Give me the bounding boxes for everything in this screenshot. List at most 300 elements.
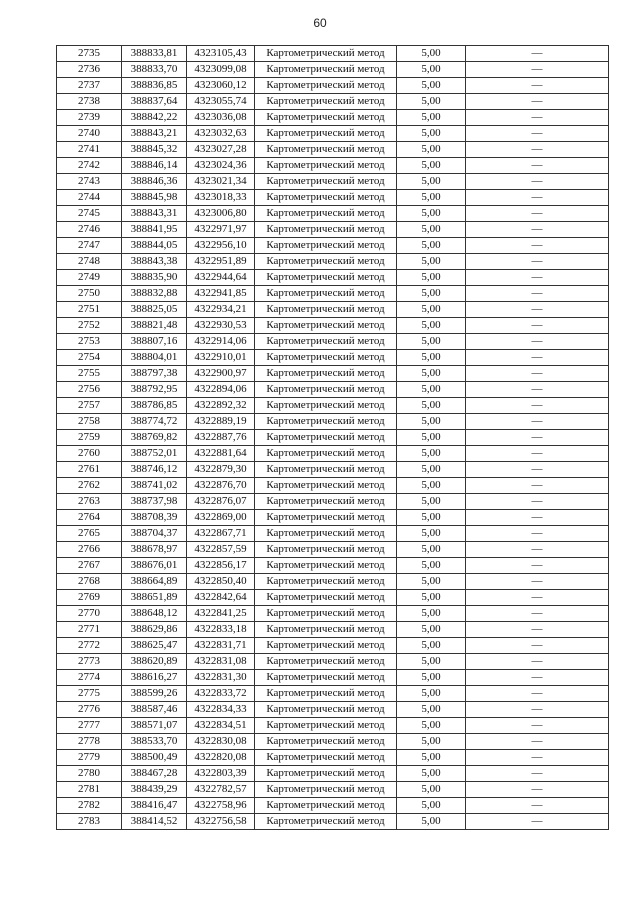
y-coordinate-cell: 4323099,08	[187, 62, 255, 78]
x-coordinate-cell: 388533,70	[122, 734, 187, 750]
precision-cell: 5,00	[397, 398, 466, 414]
x-coordinate-cell: 388845,98	[122, 190, 187, 206]
y-coordinate-cell: 4322892,32	[187, 398, 255, 414]
precision-cell: 5,00	[397, 734, 466, 750]
point-number-cell: 2756	[57, 382, 122, 398]
note-cell: —	[466, 270, 609, 286]
y-coordinate-cell: 4322894,06	[187, 382, 255, 398]
x-coordinate-cell: 388821,48	[122, 318, 187, 334]
x-coordinate-cell: 388746,12	[122, 462, 187, 478]
point-number-cell: 2772	[57, 638, 122, 654]
y-coordinate-cell: 4323060,12	[187, 78, 255, 94]
x-coordinate-cell: 388708,39	[122, 510, 187, 526]
precision-cell: 5,00	[397, 638, 466, 654]
coordinates-table	[56, 45, 609, 830]
method-cell: Картометрический метод	[255, 542, 397, 558]
table-row	[57, 174, 609, 190]
point-number-cell: 2741	[57, 142, 122, 158]
note-cell: —	[466, 670, 609, 686]
y-coordinate-cell: 4323036,08	[187, 110, 255, 126]
y-coordinate-cell: 4323027,28	[187, 142, 255, 158]
note-cell: —	[466, 494, 609, 510]
y-coordinate-cell: 4322820,08	[187, 750, 255, 766]
y-coordinate-cell: 4323032,63	[187, 126, 255, 142]
y-coordinate-cell: 4322971,97	[187, 222, 255, 238]
y-coordinate-cell: 4322830,08	[187, 734, 255, 750]
point-number-cell: 2777	[57, 718, 122, 734]
y-coordinate-cell: 4322881,64	[187, 446, 255, 462]
point-number-cell: 2775	[57, 686, 122, 702]
note-cell: —	[466, 526, 609, 542]
method-cell: Картометрический метод	[255, 718, 397, 734]
note-cell: —	[466, 430, 609, 446]
method-cell: Картометрический метод	[255, 702, 397, 718]
precision-cell: 5,00	[397, 190, 466, 206]
point-number-cell: 2743	[57, 174, 122, 190]
table-row	[57, 158, 609, 174]
note-cell: —	[466, 62, 609, 78]
precision-cell: 5,00	[397, 334, 466, 350]
precision-cell: 5,00	[397, 286, 466, 302]
method-cell: Картометрический метод	[255, 654, 397, 670]
note-cell: —	[466, 46, 609, 62]
table-row	[57, 190, 609, 206]
note-cell: —	[466, 126, 609, 142]
method-cell: Картометрический метод	[255, 462, 397, 478]
table-row	[57, 670, 609, 686]
method-cell: Картометрический метод	[255, 238, 397, 254]
note-cell: —	[466, 302, 609, 318]
note-cell: —	[466, 734, 609, 750]
precision-cell: 5,00	[397, 798, 466, 814]
point-number-cell: 2767	[57, 558, 122, 574]
method-cell: Картометрический метод	[255, 270, 397, 286]
precision-cell: 5,00	[397, 78, 466, 94]
y-coordinate-cell: 4322889,19	[187, 414, 255, 430]
point-number-cell: 2753	[57, 334, 122, 350]
table-row	[57, 782, 609, 798]
method-cell: Картометрический метод	[255, 286, 397, 302]
point-number-cell: 2774	[57, 670, 122, 686]
point-number-cell: 2761	[57, 462, 122, 478]
precision-cell: 5,00	[397, 110, 466, 126]
x-coordinate-cell: 388844,05	[122, 238, 187, 254]
point-number-cell: 2770	[57, 606, 122, 622]
point-number-cell: 2745	[57, 206, 122, 222]
table-row	[57, 734, 609, 750]
table-row	[57, 398, 609, 414]
note-cell: —	[466, 590, 609, 606]
table-row	[57, 526, 609, 542]
point-number-cell: 2752	[57, 318, 122, 334]
precision-cell: 5,00	[397, 574, 466, 590]
y-coordinate-cell: 4322876,07	[187, 494, 255, 510]
table-row	[57, 622, 609, 638]
x-coordinate-cell: 388620,89	[122, 654, 187, 670]
precision-cell: 5,00	[397, 270, 466, 286]
y-coordinate-cell: 4322850,40	[187, 574, 255, 590]
method-cell: Картометрический метод	[255, 670, 397, 686]
table-row	[57, 430, 609, 446]
method-cell: Картометрический метод	[255, 686, 397, 702]
note-cell: —	[466, 654, 609, 670]
precision-cell: 5,00	[397, 46, 466, 62]
point-number-cell: 2759	[57, 430, 122, 446]
page-number: 60	[313, 16, 327, 30]
table-row	[57, 254, 609, 270]
point-number-cell: 2769	[57, 590, 122, 606]
y-coordinate-cell: 4322879,30	[187, 462, 255, 478]
y-coordinate-cell: 4322869,00	[187, 510, 255, 526]
x-coordinate-cell: 388769,82	[122, 430, 187, 446]
point-number-cell: 2773	[57, 654, 122, 670]
precision-cell: 5,00	[397, 478, 466, 494]
x-coordinate-cell: 388678,97	[122, 542, 187, 558]
y-coordinate-cell: 4322831,30	[187, 670, 255, 686]
precision-cell: 5,00	[397, 558, 466, 574]
x-coordinate-cell: 388786,85	[122, 398, 187, 414]
table-row	[57, 366, 609, 382]
table-row	[57, 686, 609, 702]
method-cell: Картометрический метод	[255, 414, 397, 430]
precision-cell: 5,00	[397, 654, 466, 670]
method-cell: Картометрический метод	[255, 398, 397, 414]
point-number-cell: 2747	[57, 238, 122, 254]
note-cell: —	[466, 334, 609, 350]
method-cell: Картометрический метод	[255, 750, 397, 766]
y-coordinate-cell: 4322900,97	[187, 366, 255, 382]
point-number-cell: 2763	[57, 494, 122, 510]
y-coordinate-cell: 4322910,01	[187, 350, 255, 366]
point-number-cell: 2740	[57, 126, 122, 142]
method-cell: Картометрический метод	[255, 62, 397, 78]
method-cell: Картометрический метод	[255, 558, 397, 574]
y-coordinate-cell: 4322782,57	[187, 782, 255, 798]
note-cell: —	[466, 158, 609, 174]
note-cell: —	[466, 510, 609, 526]
x-coordinate-cell: 388837,64	[122, 94, 187, 110]
method-cell: Картометрический метод	[255, 814, 397, 830]
y-coordinate-cell: 4322956,10	[187, 238, 255, 254]
point-number-cell: 2780	[57, 766, 122, 782]
precision-cell: 5,00	[397, 206, 466, 222]
y-coordinate-cell: 4322831,08	[187, 654, 255, 670]
y-coordinate-cell: 4322831,71	[187, 638, 255, 654]
precision-cell: 5,00	[397, 414, 466, 430]
note-cell: —	[466, 254, 609, 270]
x-coordinate-cell: 388467,28	[122, 766, 187, 782]
method-cell: Картометрический метод	[255, 174, 397, 190]
point-number-cell: 2736	[57, 62, 122, 78]
x-coordinate-cell: 388625,47	[122, 638, 187, 654]
x-coordinate-cell: 388845,32	[122, 142, 187, 158]
point-number-cell: 2782	[57, 798, 122, 814]
precision-cell: 5,00	[397, 94, 466, 110]
note-cell: —	[466, 462, 609, 478]
table-row	[57, 750, 609, 766]
precision-cell: 5,00	[397, 814, 466, 830]
y-coordinate-cell: 4322951,89	[187, 254, 255, 270]
y-coordinate-cell: 4322803,39	[187, 766, 255, 782]
y-coordinate-cell: 4322834,33	[187, 702, 255, 718]
precision-cell: 5,00	[397, 254, 466, 270]
table-row	[57, 654, 609, 670]
note-cell: —	[466, 206, 609, 222]
y-coordinate-cell: 4322857,59	[187, 542, 255, 558]
note-cell: —	[466, 350, 609, 366]
method-cell: Картометрический метод	[255, 782, 397, 798]
precision-cell: 5,00	[397, 590, 466, 606]
note-cell: —	[466, 238, 609, 254]
method-cell: Картометрический метод	[255, 302, 397, 318]
point-number-cell: 2737	[57, 78, 122, 94]
method-cell: Картометрический метод	[255, 318, 397, 334]
note-cell: —	[466, 686, 609, 702]
precision-cell: 5,00	[397, 510, 466, 526]
method-cell: Картометрический метод	[255, 190, 397, 206]
point-number-cell: 2766	[57, 542, 122, 558]
x-coordinate-cell: 388843,21	[122, 126, 187, 142]
x-coordinate-cell: 388792,95	[122, 382, 187, 398]
table-row	[57, 814, 609, 830]
note-cell: —	[466, 558, 609, 574]
precision-cell: 5,00	[397, 606, 466, 622]
precision-cell: 5,00	[397, 686, 466, 702]
point-number-cell: 2768	[57, 574, 122, 590]
note-cell: —	[466, 638, 609, 654]
y-coordinate-cell: 4322867,71	[187, 526, 255, 542]
y-coordinate-cell: 4323024,36	[187, 158, 255, 174]
y-coordinate-cell: 4322856,17	[187, 558, 255, 574]
table-row	[57, 302, 609, 318]
method-cell: Картометрический метод	[255, 478, 397, 494]
table-row	[57, 542, 609, 558]
y-coordinate-cell: 4322876,70	[187, 478, 255, 494]
x-coordinate-cell: 388832,88	[122, 286, 187, 302]
note-cell: —	[466, 718, 609, 734]
method-cell: Картометрический метод	[255, 430, 397, 446]
point-number-cell: 2765	[57, 526, 122, 542]
method-cell: Картометрический метод	[255, 622, 397, 638]
x-coordinate-cell: 388704,37	[122, 526, 187, 542]
table-row	[57, 478, 609, 494]
table-row	[57, 350, 609, 366]
y-coordinate-cell: 4322944,64	[187, 270, 255, 286]
table-row	[57, 46, 609, 62]
precision-cell: 5,00	[397, 238, 466, 254]
x-coordinate-cell: 388737,98	[122, 494, 187, 510]
note-cell: —	[466, 798, 609, 814]
note-cell: —	[466, 382, 609, 398]
method-cell: Картометрический метод	[255, 766, 397, 782]
method-cell: Картометрический метод	[255, 46, 397, 62]
method-cell: Картометрический метод	[255, 334, 397, 350]
x-coordinate-cell: 388836,85	[122, 78, 187, 94]
x-coordinate-cell: 388571,07	[122, 718, 187, 734]
method-cell: Картометрический метод	[255, 494, 397, 510]
method-cell: Картометрический метод	[255, 798, 397, 814]
table-row	[57, 766, 609, 782]
point-number-cell: 2746	[57, 222, 122, 238]
y-coordinate-cell: 4322834,51	[187, 718, 255, 734]
precision-cell: 5,00	[397, 766, 466, 782]
x-coordinate-cell: 388500,49	[122, 750, 187, 766]
method-cell: Картометрический метод	[255, 590, 397, 606]
table-row	[57, 718, 609, 734]
method-cell: Картометрический метод	[255, 158, 397, 174]
point-number-cell: 2764	[57, 510, 122, 526]
table-row	[57, 798, 609, 814]
x-coordinate-cell: 388825,05	[122, 302, 187, 318]
table-row	[57, 110, 609, 126]
method-cell: Картометрический метод	[255, 606, 397, 622]
note-cell: —	[466, 606, 609, 622]
y-coordinate-cell: 4322833,18	[187, 622, 255, 638]
x-coordinate-cell: 388774,72	[122, 414, 187, 430]
point-number-cell: 2739	[57, 110, 122, 126]
precision-cell: 5,00	[397, 782, 466, 798]
table-row	[57, 238, 609, 254]
x-coordinate-cell: 388833,81	[122, 46, 187, 62]
x-coordinate-cell: 388651,89	[122, 590, 187, 606]
note-cell: —	[466, 174, 609, 190]
precision-cell: 5,00	[397, 62, 466, 78]
note-cell: —	[466, 78, 609, 94]
point-number-cell: 2781	[57, 782, 122, 798]
x-coordinate-cell: 388752,01	[122, 446, 187, 462]
method-cell: Картометрический метод	[255, 734, 397, 750]
precision-cell: 5,00	[397, 542, 466, 558]
precision-cell: 5,00	[397, 142, 466, 158]
point-number-cell: 2771	[57, 622, 122, 638]
y-coordinate-cell: 4322842,64	[187, 590, 255, 606]
precision-cell: 5,00	[397, 526, 466, 542]
note-cell: —	[466, 750, 609, 766]
x-coordinate-cell: 388414,52	[122, 814, 187, 830]
point-number-cell: 2762	[57, 478, 122, 494]
precision-cell: 5,00	[397, 158, 466, 174]
note-cell: —	[466, 398, 609, 414]
y-coordinate-cell: 4323006,80	[187, 206, 255, 222]
coordinates-table-body	[57, 46, 609, 830]
x-coordinate-cell: 388664,89	[122, 574, 187, 590]
point-number-cell: 2779	[57, 750, 122, 766]
y-coordinate-cell: 4322756,58	[187, 814, 255, 830]
point-number-cell: 2776	[57, 702, 122, 718]
note-cell: —	[466, 286, 609, 302]
note-cell: —	[466, 782, 609, 798]
x-coordinate-cell: 388587,46	[122, 702, 187, 718]
x-coordinate-cell: 388846,14	[122, 158, 187, 174]
table-row	[57, 334, 609, 350]
table-row	[57, 414, 609, 430]
note-cell: —	[466, 190, 609, 206]
method-cell: Картометрический метод	[255, 446, 397, 462]
note-cell: —	[466, 702, 609, 718]
table-row	[57, 206, 609, 222]
x-coordinate-cell: 388629,86	[122, 622, 187, 638]
note-cell: —	[466, 574, 609, 590]
precision-cell: 5,00	[397, 366, 466, 382]
point-number-cell: 2757	[57, 398, 122, 414]
table-row	[57, 382, 609, 398]
precision-cell: 5,00	[397, 302, 466, 318]
y-coordinate-cell: 4322914,06	[187, 334, 255, 350]
point-number-cell: 2744	[57, 190, 122, 206]
x-coordinate-cell: 388843,38	[122, 254, 187, 270]
y-coordinate-cell: 4322934,21	[187, 302, 255, 318]
table-row	[57, 574, 609, 590]
method-cell: Картометрический метод	[255, 526, 397, 542]
table-row	[57, 318, 609, 334]
x-coordinate-cell: 388833,70	[122, 62, 187, 78]
x-coordinate-cell: 388804,01	[122, 350, 187, 366]
note-cell: —	[466, 222, 609, 238]
precision-cell: 5,00	[397, 318, 466, 334]
x-coordinate-cell: 388843,31	[122, 206, 187, 222]
table-row	[57, 286, 609, 302]
note-cell: —	[466, 478, 609, 494]
y-coordinate-cell: 4322941,85	[187, 286, 255, 302]
precision-cell: 5,00	[397, 126, 466, 142]
table-row	[57, 510, 609, 526]
table-row	[57, 222, 609, 238]
table-row	[57, 270, 609, 286]
y-coordinate-cell: 4322758,96	[187, 798, 255, 814]
point-number-cell: 2755	[57, 366, 122, 382]
precision-cell: 5,00	[397, 222, 466, 238]
point-number-cell: 2738	[57, 94, 122, 110]
method-cell: Картометрический метод	[255, 110, 397, 126]
method-cell: Картометрический метод	[255, 222, 397, 238]
x-coordinate-cell: 388599,26	[122, 686, 187, 702]
point-number-cell: 2749	[57, 270, 122, 286]
y-coordinate-cell: 4322841,25	[187, 606, 255, 622]
method-cell: Картометрический метод	[255, 574, 397, 590]
table-row	[57, 94, 609, 110]
note-cell: —	[466, 94, 609, 110]
note-cell: —	[466, 622, 609, 638]
table-row	[57, 78, 609, 94]
y-coordinate-cell: 4322887,76	[187, 430, 255, 446]
table-row	[57, 62, 609, 78]
y-coordinate-cell: 4322930,53	[187, 318, 255, 334]
y-coordinate-cell: 4323055,74	[187, 94, 255, 110]
method-cell: Картометрический метод	[255, 94, 397, 110]
point-number-cell: 2742	[57, 158, 122, 174]
precision-cell: 5,00	[397, 446, 466, 462]
x-coordinate-cell: 388648,12	[122, 606, 187, 622]
method-cell: Картометрический метод	[255, 382, 397, 398]
x-coordinate-cell: 388797,38	[122, 366, 187, 382]
precision-cell: 5,00	[397, 702, 466, 718]
method-cell: Картометрический метод	[255, 366, 397, 382]
precision-cell: 5,00	[397, 382, 466, 398]
note-cell: —	[466, 110, 609, 126]
point-number-cell: 2754	[57, 350, 122, 366]
method-cell: Картометрический метод	[255, 350, 397, 366]
note-cell: —	[466, 814, 609, 830]
table-row	[57, 590, 609, 606]
table-row	[57, 494, 609, 510]
method-cell: Картометрический метод	[255, 126, 397, 142]
x-coordinate-cell: 388439,29	[122, 782, 187, 798]
note-cell: —	[466, 542, 609, 558]
point-number-cell: 2778	[57, 734, 122, 750]
point-number-cell: 2758	[57, 414, 122, 430]
precision-cell: 5,00	[397, 670, 466, 686]
y-coordinate-cell: 4323021,34	[187, 174, 255, 190]
